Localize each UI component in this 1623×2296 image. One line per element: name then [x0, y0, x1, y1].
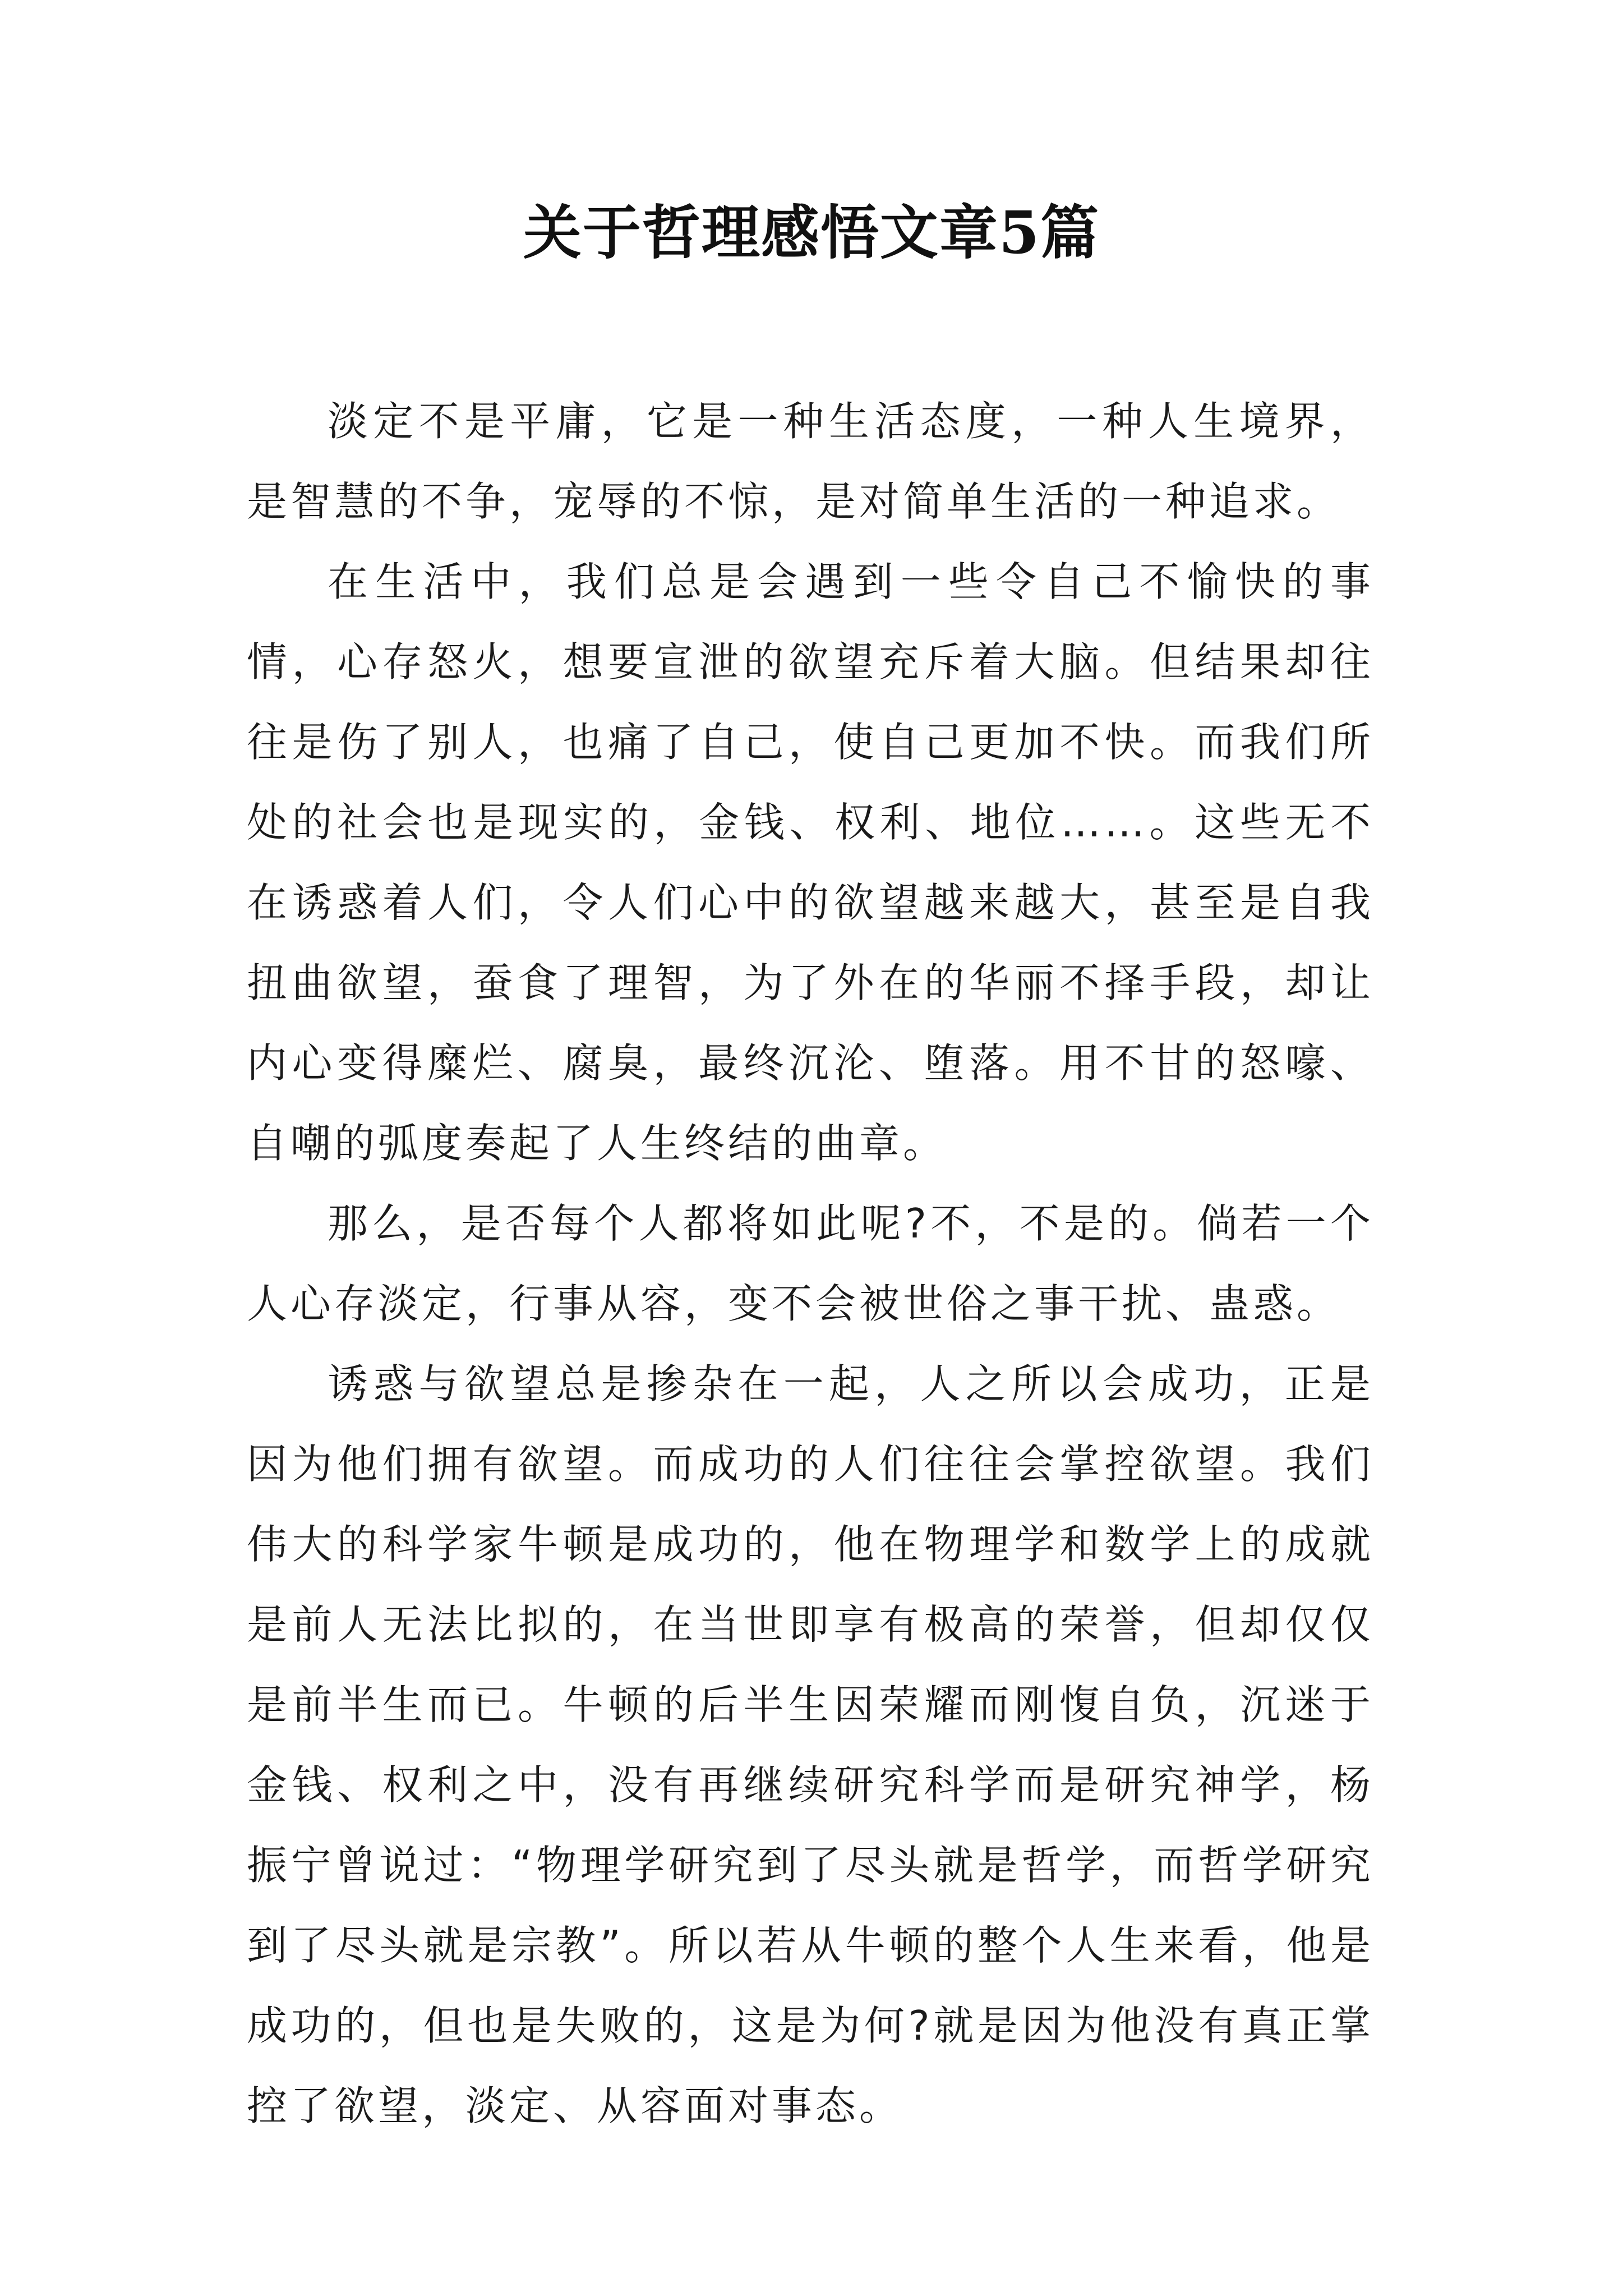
- paragraph-1: 淡定不是平庸，它是一种生活态度，一种人生境界，是智慧的不争，宠辱的不惊，是对简单生活的一种追求。: [247, 398, 1374, 525]
- paragraph-3: 那么，是否每个人都将如此呢?不，不是的。倘若一个人心存淡定，行事从容，变不会被世俗之事干扰、蛊惑。: [247, 1200, 1374, 1327]
- document-body: [247, 381, 1374, 2146]
- paragraph-2: 在生活中，我们总是会遇到一些令自己不愉快的事情，心存怒火，想要宣泄的欲望充斥着大脑。但结果却往往是伤了别人，也痛了自己，使自己更加不快。而我们所处的社会也是现实的，金钱、权利、地位……。这些无不在诱惑着人们，令人们心中的欲望越来越大，甚至是自我扭曲欲望，蚕食了理智，为了外在的华丽不择手段，却让内心变得糜烂、腐臭，最终沉沦、堕落。用不甘的怒嚎、自嘲的弧度奏起了人生终结的曲章。: [247, 558, 1374, 1167]
- document-title: 关于哲理感悟文章5篇: [523, 198, 1100, 267]
- paragraph-4: 诱惑与欲望总是掺杂在一起，人之所以会成功，正是因为他们拥有欲望。而成功的人们往往会掌控欲望。我们伟大的科学家牛顿是成功的，他在物理学和数学上的成就是前人无法比拟的，在当世即享有极高的荣誉，但却仅仅是前半生而已。牛顿的后半生因荣耀而刚愎自负，沉迷于金钱、权利之中，没有再继续研究科学而是研究神学，杨振宁曾说过：“物理学研究到了尽头就是哲学，而哲学研究到了尽头就是宗教”。所以若从牛顿的整个人生来看，他是成功的，但也是失败的，这是为何?就是因为他没有真正掌控了欲望，淡定、从容面对事态。: [247, 1360, 1374, 2129]
